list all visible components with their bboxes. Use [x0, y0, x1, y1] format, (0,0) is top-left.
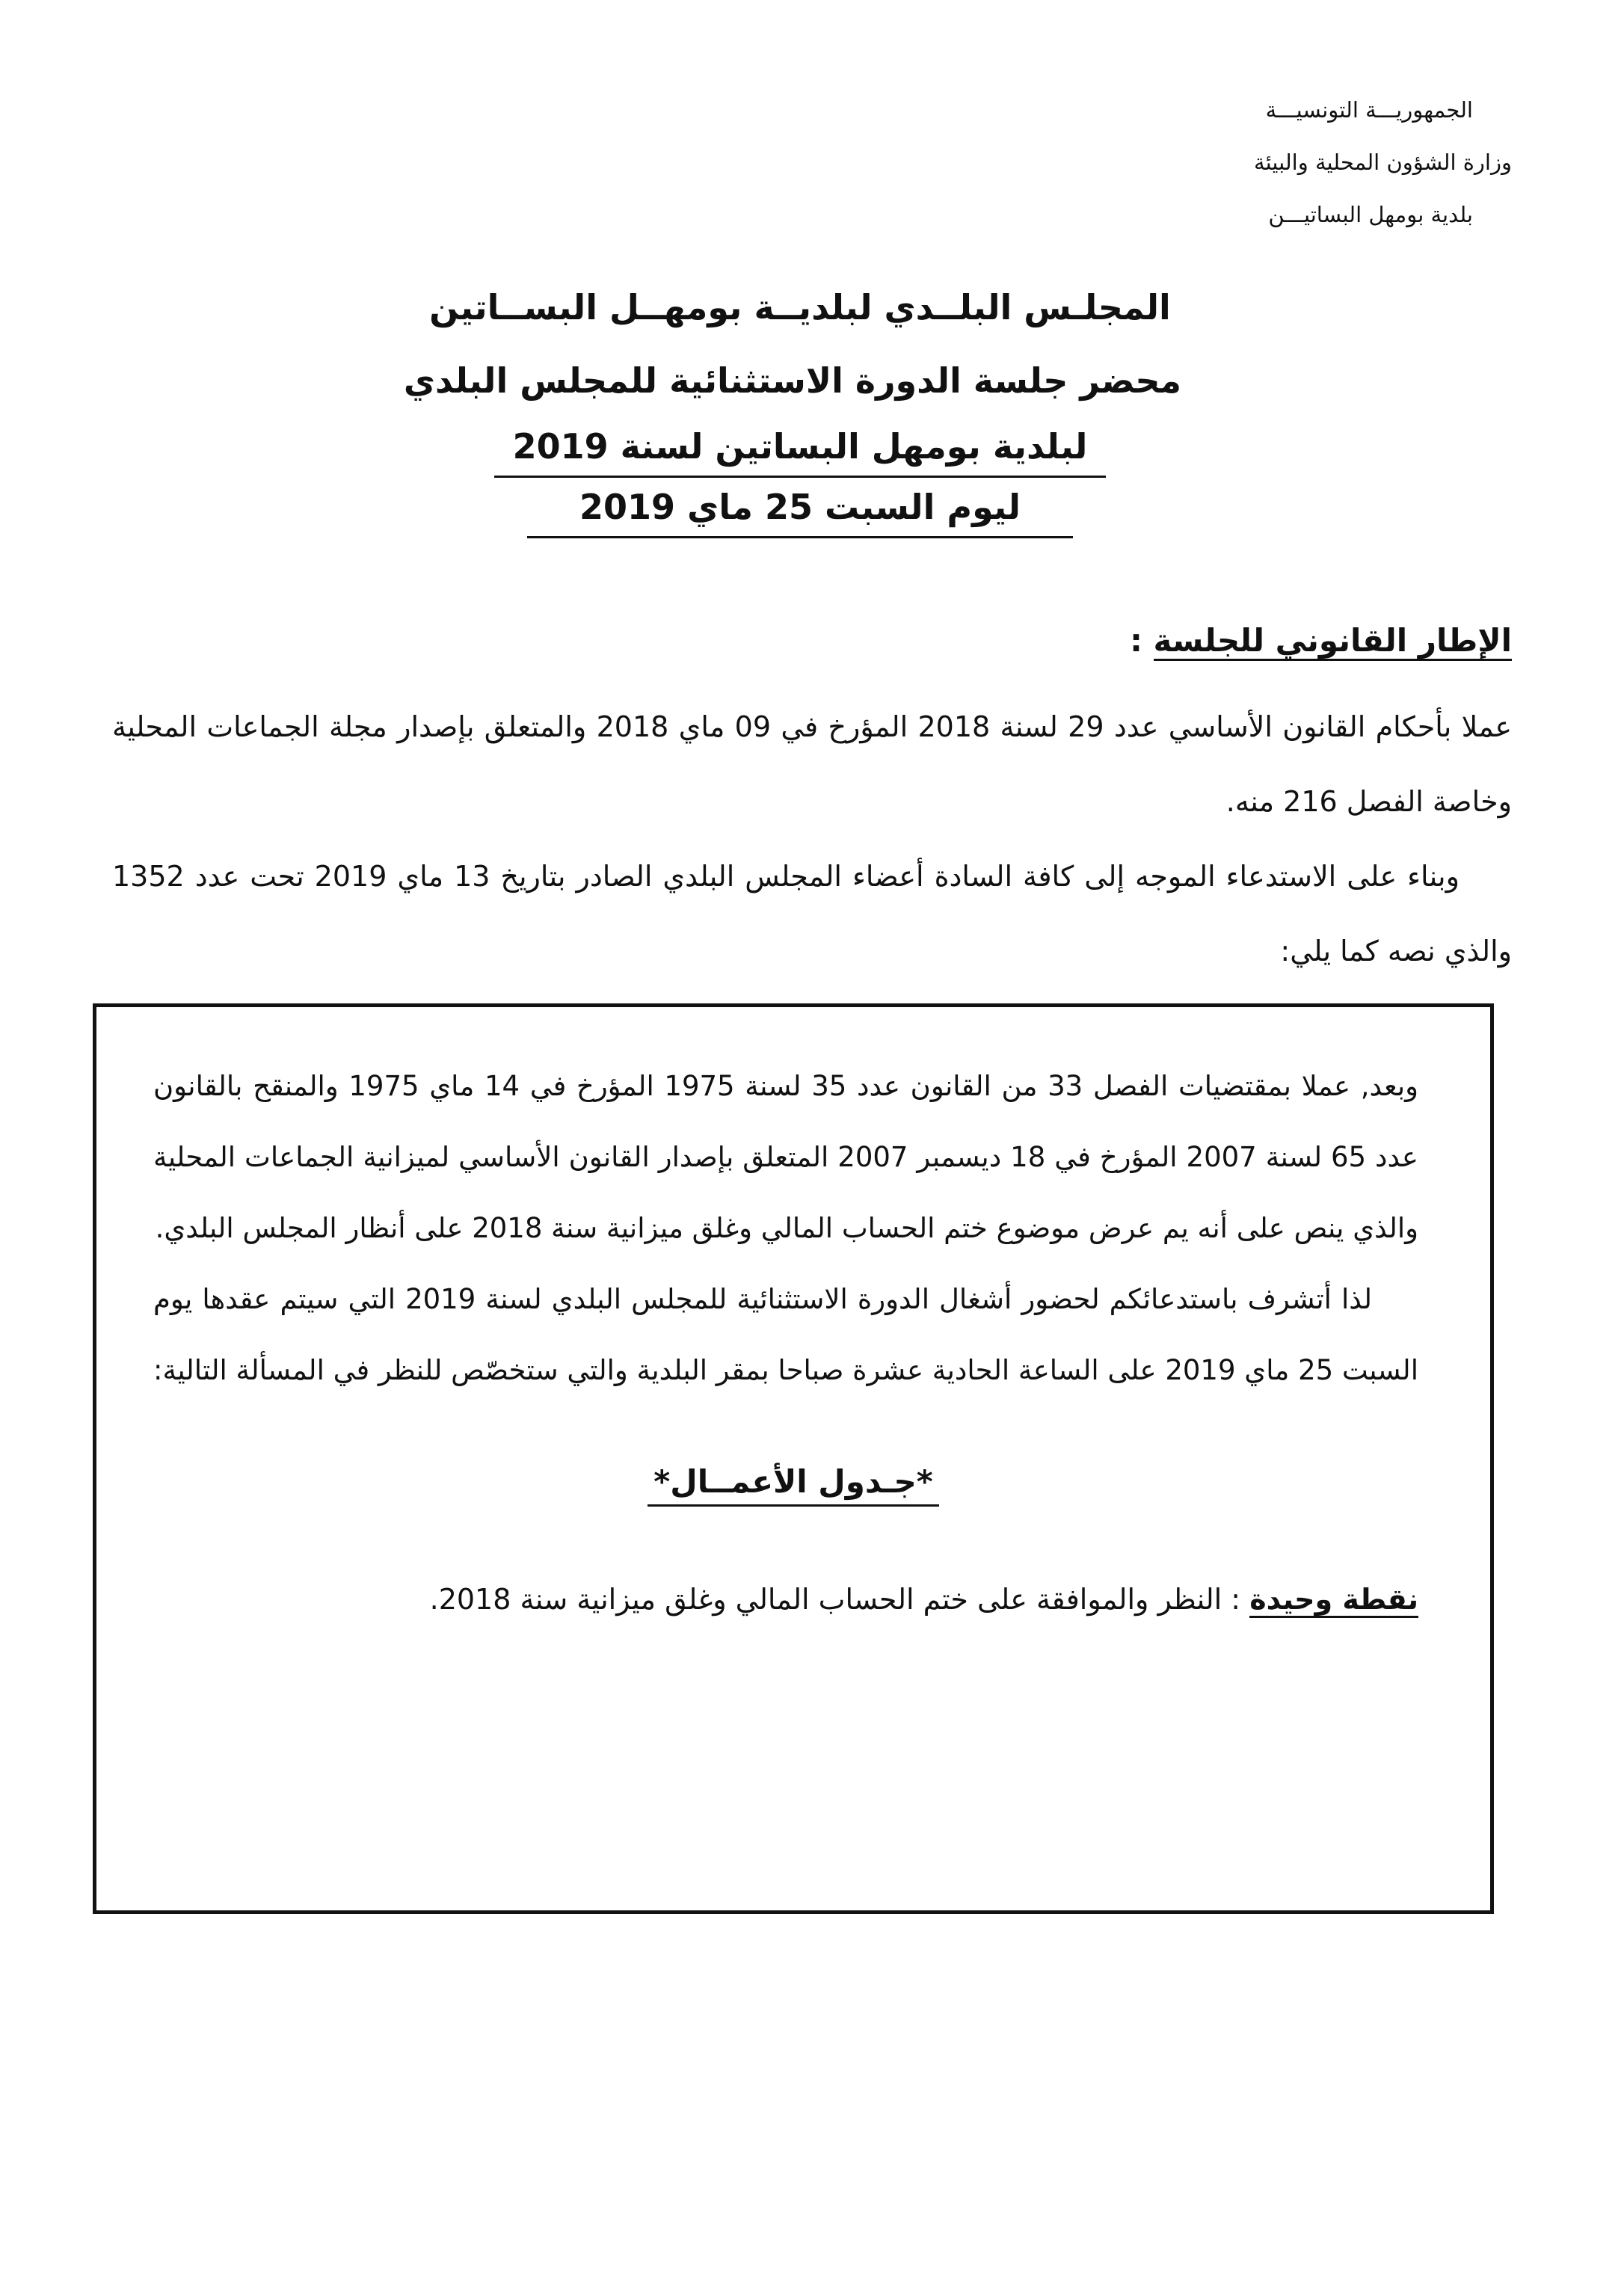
title-line-session: محضر جلسة الدورة الاستثنائية للمجلس البلدي	[403, 360, 1181, 401]
agenda-item-text: : النظر والموافقة على ختم الحساب المالي وغلق ميزانية سنة 2018.	[429, 1583, 1250, 1616]
convocation-paragraph-1: وبعد, عملا بمقتضيات الفصل 33 من القانون عدد 35 لسنة 1975 المؤرخ في 14 ماي 1975 والمنقح بالقانون عدد 65 لسنة 2007 المؤرخ في 18 ديسمبر 2007 المتعلق بإصدار القانون الأساسي لميزانية الجماعات المحلية والذي ينص على أنه يم عرض موضوع ختم الحساب المالي وغلق ميزانية سنة 2018 على أنظار المجلس البلدي.	[153, 1070, 1419, 1244]
legal-framework-heading-colon: :	[1130, 622, 1154, 659]
letterhead	[1138, 84, 1512, 241]
title-line-date: ليوم السبت 25 ماي 2019	[527, 478, 1073, 538]
legal-framework-paragraph-2: وبناء على الاستدعاء الموجه إلى كافة السادة أعضاء المجلس البلدي الصادر بتاريخ 13 ماي 2019 تحت عدد 1352 والذي نصه كما يلي:	[112, 860, 1512, 968]
agenda-title-text: *جـدول الأعمــال*	[648, 1463, 938, 1507]
title-line-council: المجلـس البلــدي لبلديــة بومهــل البســاتين	[429, 287, 1171, 327]
legal-framework-heading-text: الإطار القانوني للجلسة	[1154, 622, 1513, 661]
letterhead-municipality: بلدية بومهل البساتيـــن	[1268, 202, 1473, 227]
agenda-title	[96, 1463, 1490, 1507]
legal-framework-paragraph-1: عملا بأحكام القانون الأساسي عدد 29 لسنة 2018 المؤرخ في 09 ماي 2018 والمتعلق بإصدار مجلة الجماعات المحلية وخاصة الفصل 216 منه.	[112, 710, 1512, 818]
legal-framework-heading	[1130, 622, 1512, 659]
convocation-text	[153, 1051, 1418, 1406]
convocation-quote-box	[93, 1003, 1494, 1914]
agenda-item	[430, 1583, 1418, 1616]
document-title	[403, 271, 1181, 538]
letterhead-ministry: وزارة الشؤون المحلية والبيئة	[1254, 150, 1512, 175]
legal-framework-body	[112, 689, 1512, 988]
agenda-item-label: نقطة وحيدة	[1249, 1583, 1418, 1618]
letterhead-republic: الجمهوريـــة التونسيـــة	[1265, 97, 1473, 123]
convocation-paragraph-2: لذا أتشرف باستدعائكم لحضور أشغال الدورة الاستثنائية للمجلس البلدي لسنة 2019 التي سيتم عقدها يوم السبت 25 ماي 2019 على الساعة الحادية عشرة صباحا بمقر البلدية والتي ستخصّص للنظر في المسألة التالية:	[153, 1283, 1418, 1386]
title-line-year: لبلدية بومهل البساتين لسنة 2019	[494, 417, 1107, 478]
